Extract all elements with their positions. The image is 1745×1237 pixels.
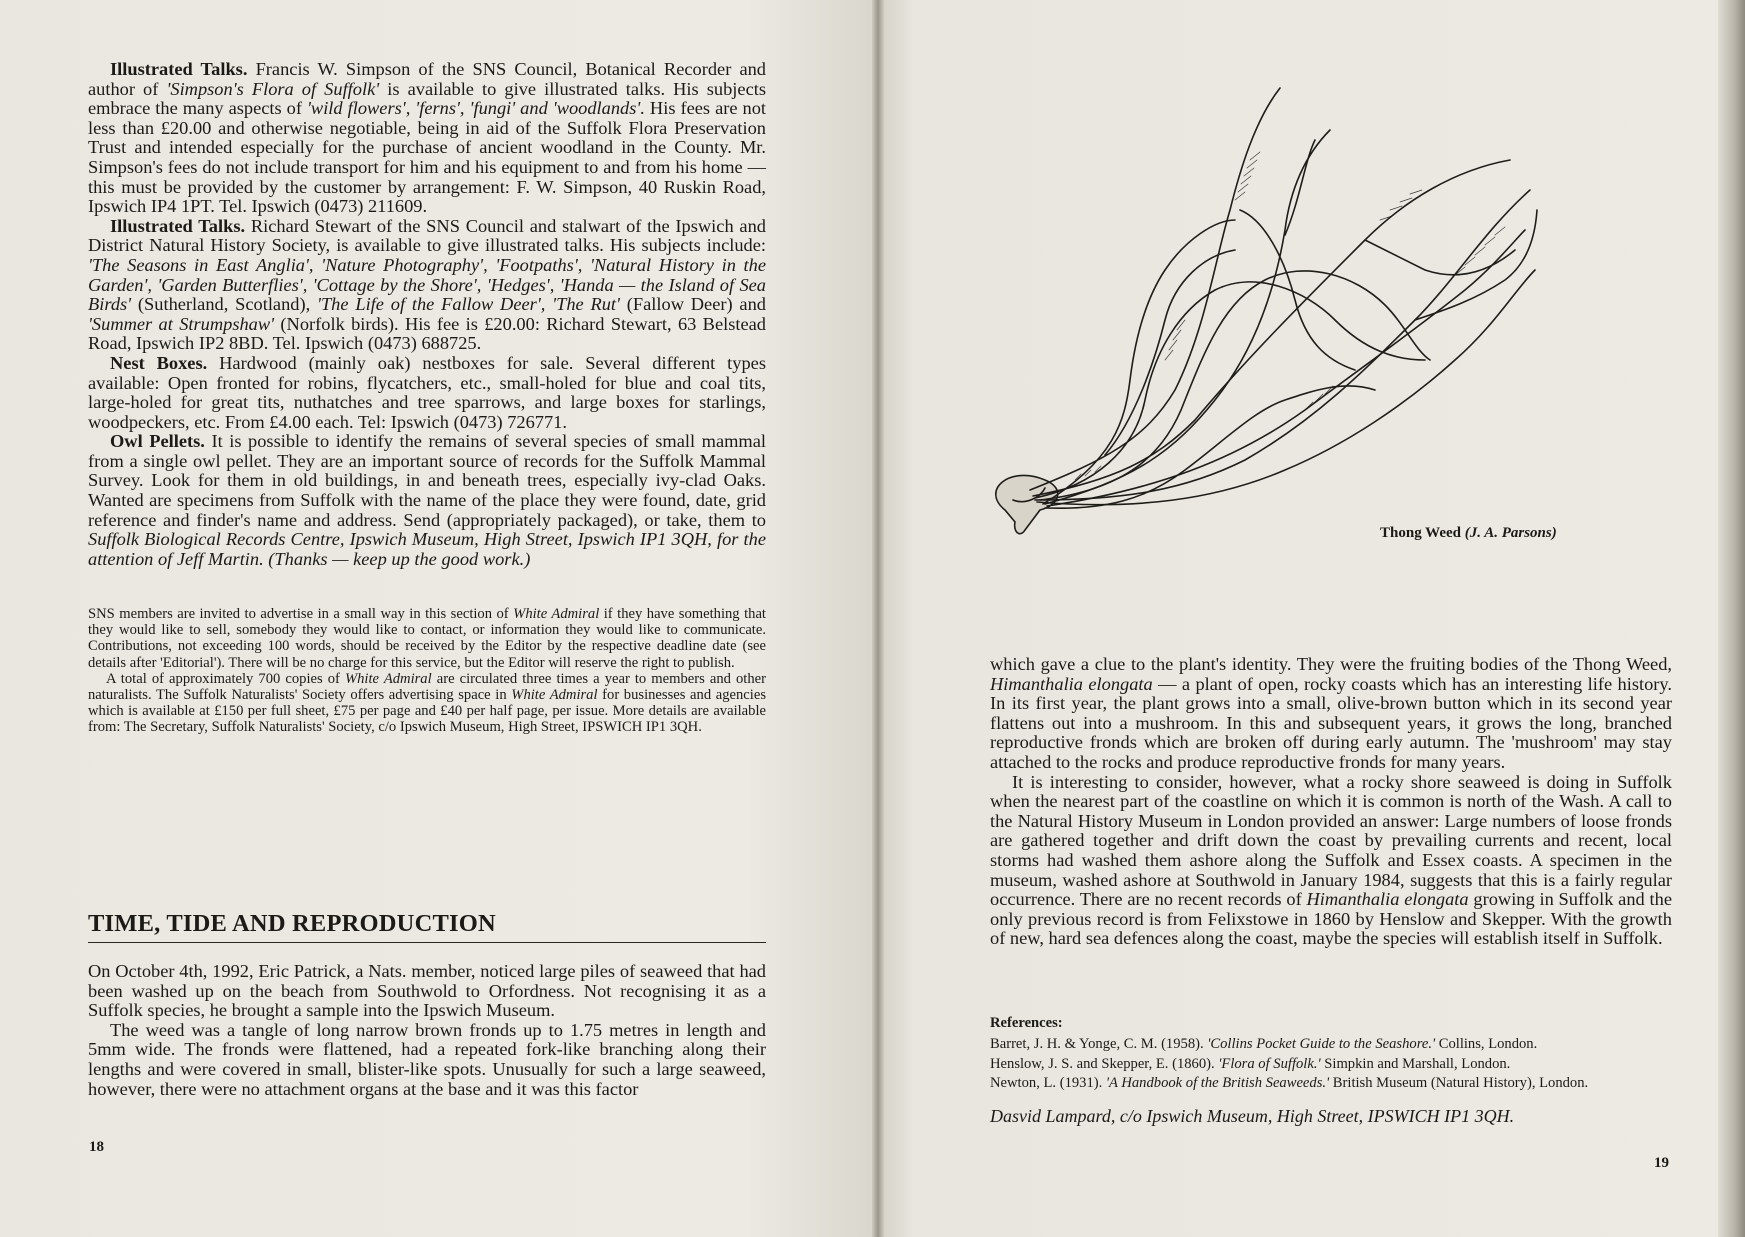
text-run: — a plant of open, rocky coasts which has an interesting life history. In its first year, the plant grows into a small, olive-brown button which in its second year flattens out into a mushroom. In this and subsequent years, it grows the long, branched reproductive fronds which are broken off during early autumn. The 'mushroom' may stay attached to the rocks and produce reproductive fronds for many years. <box>990 673 1672 772</box>
caption-label: Thong Weed <box>1380 525 1465 541</box>
text-run: SNS members are invited to advertise in a small way in this section of <box>88 606 514 622</box>
frond-edge <box>1365 240 1515 275</box>
text-run: Richard Stewart of the SNS Council and stalwart of the Ipswich and District Natural History Society, is available to give illustrated talks. His subjects include: <box>88 215 766 256</box>
text-run: On October 4th, 1992, Eric Patrick, a Nats. member, noticed large piles of seaweed that had been washed up on the beach from Southwold to Orfordness. Not recognising it as a Suffolk species, he brought a sample into the Ipswich Museum. <box>88 961 766 1021</box>
references-list <box>990 1035 1672 1094</box>
text-run: A total of approximately 700 copies of <box>106 670 345 687</box>
caption-credit: (J. A. Parsons) <box>1464 525 1557 541</box>
text-run: British Museum (Natural History), London. <box>1329 1075 1589 1091</box>
frond <box>1033 160 1510 496</box>
italic-text: 'Collins Pocket Guide to the Seashore.' <box>1207 1036 1436 1052</box>
article-paragraph <box>88 1021 766 1099</box>
italic-text: White Admiral <box>344 670 432 687</box>
figure-caption <box>1380 525 1557 542</box>
text-run: Hardwood (mainly oak) nestboxes for sale. Several different types available: Open fronted for robins, flycatchers, etc., small-holed for blue and coal tits, large-holed for great tits, nuthatches and tree sparrows, and large boxes for starlings, woodpeckers, etc. From £4.00 each. Tel: Ipswich (0473) 726771. <box>88 352 766 432</box>
reference-entry <box>990 1055 1672 1075</box>
italic-text: Suffolk Biological Records Centre, Ipswich Museum, High Street, Ipswich IP1 3QH, for the attention of Jeff Martin. (Thanks — keep up the good work.) <box>88 529 766 569</box>
frond <box>1035 282 1425 498</box>
notice-paragraph <box>88 354 766 432</box>
italic-text: Himanthalia elongata <box>990 673 1153 694</box>
section-title: TIME, TIDE AND REPRODUCTION <box>88 910 766 943</box>
text-run: It is possible to identify the remains of several species of small mammal from a single owl pellet. They are an important source of records for the Suffolk Mammal Survey. Look for them in old buildings, in and beneath trees, especially ivy-clad Oaks. Wanted are specimens from Suffolk with the name of the place they were found, date, grid reference and finder's name and address. Send (appropriately packaged), or take, them to <box>88 431 766 530</box>
thong-weed-illustration <box>985 60 1685 610</box>
text-run: (Fallow Deer) and <box>619 294 766 315</box>
text-run: Henslow, J. S. and Skepper, E. (1860). <box>990 1055 1219 1072</box>
notice-heading: Illustrated Talks. <box>110 59 248 79</box>
notice-heading: Illustrated Talks. <box>110 215 246 236</box>
text-run: Barret, J. H. & Yonge, C. M. (1958). <box>990 1036 1208 1052</box>
frond <box>1045 130 1330 504</box>
page-number-left: 18 <box>89 1139 104 1155</box>
text-run: is available to give illustrated talks. His subjects embrace the many aspects of <box>88 78 767 119</box>
text-run: (Sutherland, Scotland), <box>131 294 318 315</box>
italic-text: 'Summer at Strumpshaw' <box>88 313 275 334</box>
author-signature: Dasvid Lampard, c/o Ipswich Museum, High Street, IPSWICH IP1 3QH. <box>990 1106 1515 1126</box>
notice-paragraph <box>88 432 766 569</box>
text-run: for businesses and agencies which is available at £150 per full sheet, £75 per page and £40 per half page, per issue. More details are available from: The Secretary, Suffolk Naturalists' Society, c/o Ipswich Museum, High Street, IPSWICH IP1 3QH. <box>88 687 767 736</box>
italic-text: 'A Handbook of the British Seaweeds.' <box>1105 1075 1330 1091</box>
reference-entry <box>990 1074 1672 1094</box>
frond-edge <box>1240 210 1355 370</box>
notice-heading: Owl Pellets. <box>110 431 205 452</box>
text-run: are circulated three times a year to members and other naturalists. The Suffolk Naturalists' Society offers advertising space in <box>88 670 766 704</box>
page-edge <box>1718 0 1745 1237</box>
text-run: if they have something that they would like to sell, somebody they would like to contact, or information they would like to communicate. Contributions, not exceeding 100 words, should be received by the Editor by the respective deadline date (see details after 'Editorial'). There will be no charge for this service, but the Editor will reserve the right to publish. <box>88 606 766 671</box>
small-print-paragraph <box>88 606 766 671</box>
italic-text: 'The Seasons in East Anglia', 'Nature Photography', 'Footpaths', 'Natural History in the Garden', 'Garden Butterflies', 'Cottage by the Shore', 'Hedges', 'Handa — the Island of Sea Birds' <box>88 254 766 315</box>
text-run: (Norfolk birds). His fee is £20.00: Richard Stewart, 63 Belstead Road, Ipswich IP2 8BD. Tel. Ipswich (0473) 688725. <box>88 313 766 354</box>
italic-text: 'wild flowers', 'ferns', 'fungi' and 'woodlands'. <box>307 98 645 119</box>
article-paragraph <box>990 773 1672 949</box>
notices-column <box>88 60 766 569</box>
text-run: Collins, London. <box>1435 1036 1538 1052</box>
text-run: growing in Suffolk and the only previous record is from Felixstowe in 1860 by Henslow and Skepper. With the growth of new, hard sea defences along the coast, maybe the species will establish itself in Suffolk. <box>990 889 1672 949</box>
article-left-column <box>88 962 766 1099</box>
frond-edge <box>1105 250 1235 455</box>
notice-paragraph <box>88 60 766 217</box>
holdfast <box>996 475 1058 533</box>
text-run: Newton, L. (1931). <box>990 1075 1106 1091</box>
small-print-paragraph <box>88 671 766 736</box>
page-number-right: 19 <box>1654 1155 1669 1171</box>
references-heading: References: <box>990 1015 1063 1031</box>
frond-edge <box>1415 210 1537 320</box>
frond <box>1037 270 1535 505</box>
frond <box>1043 220 1235 504</box>
text-run: Simpkin and Marshall, London. <box>1320 1055 1511 1072</box>
italic-text: White Admiral <box>513 606 600 622</box>
text-run: It is interesting to consider, however, what a rocky shore seaweed is doing in Suffolk when the nearest part of the coastline on which it is common is north of the Wash. A call to the Natural History Museum in London provided an answer: Large numbers of loose fronds are gathered together and drift down the coast by prevailing currents and recent, local storms had washed them ashore along the Suffolk and Essex coasts. A specimen in the museum, washed ashore at Southwold in January 1984, suggests that this is a fairly regular occurrence. There are no recent records of <box>990 771 1672 910</box>
text-run: Francis W. Simpson of the SNS Council, Botanical Recorder and author of <box>88 59 767 99</box>
text-run: which gave a clue to the plant's identity. They were the fruiting bodies of the Thong Weed, <box>990 654 1672 674</box>
italic-text: 'Simpson's Flora of Suffolk' <box>166 78 380 99</box>
italic-text: White Admiral <box>511 687 598 704</box>
reference-entry <box>990 1035 1672 1055</box>
notice-paragraph <box>88 217 766 354</box>
text-run: His fees are not less than £20.00 and otherwise negotiable, being in aid of the Suffolk Flora Preservation Trust and intended especially for the purchase of ancient woodland in the County. Mr. Simpson's fees do not include transport for him and his equipment to and from his home — this must be provided by the customer by arrangement: F. W. Simpson, 40 Ruskin Road, Ipswich IP4 1PT. Tel. Ipswich (0473) 211609. <box>88 98 767 217</box>
article-paragraph <box>88 962 766 1021</box>
notice-heading: Nest Boxes. <box>110 352 208 373</box>
article-paragraph <box>990 655 1672 773</box>
italic-text: 'The Life of the Fallow Deer', 'The Rut' <box>317 294 620 315</box>
text-run: The weed was a tangle of long narrow brown fronds up to 1.75 metres in length and 5mm wide. The fronds were flattened, had a repeated fork-like branching along their lengths and were covered in small, blister-like spots. Unusually for such a large seaweed, however, there were no attachment organs at the base and it was this factor <box>88 1019 766 1099</box>
article-right-column <box>990 655 1672 949</box>
book-gutter <box>872 0 884 1237</box>
advertising-notice <box>88 606 766 736</box>
italic-text: Himanthalia elongata <box>1306 889 1469 910</box>
italic-text: 'Flora of Suffolk.' <box>1218 1055 1321 1072</box>
